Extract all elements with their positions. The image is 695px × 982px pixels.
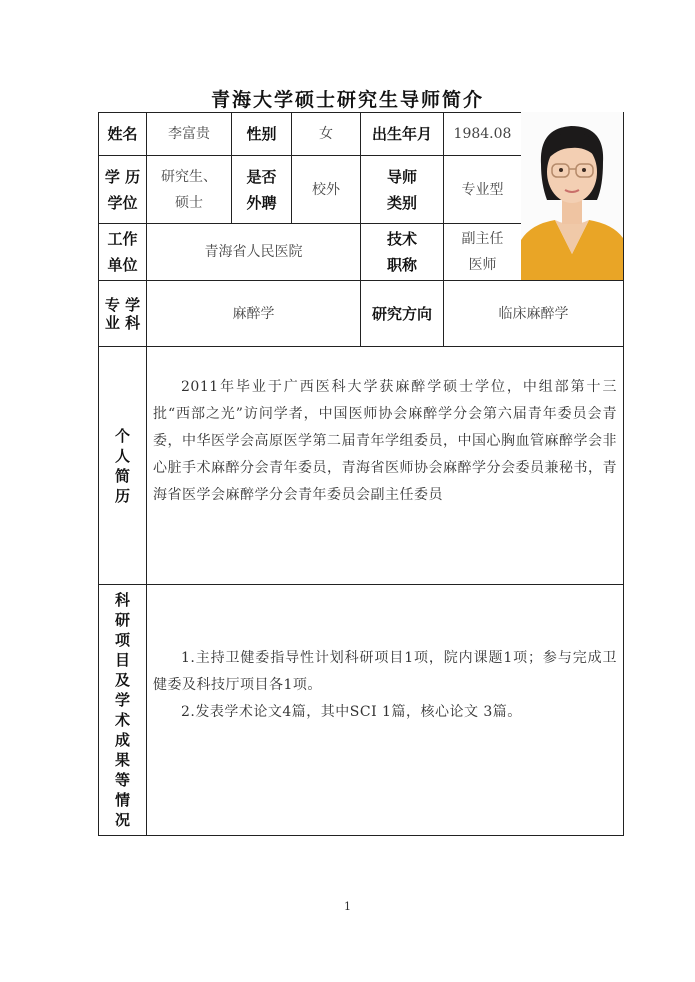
external-hire-value: 校外 bbox=[291, 155, 361, 224]
major-label-line1: 专 学 bbox=[104, 295, 141, 314]
education-value-line1: 研究生、 bbox=[161, 168, 217, 185]
portrait-photo bbox=[521, 112, 623, 280]
external-hire-label-line1: 是否 bbox=[246, 167, 277, 186]
education-label-line2: 学位 bbox=[107, 193, 138, 212]
research-label-char: 术 bbox=[114, 711, 130, 729]
portrait-illustration bbox=[521, 112, 623, 280]
research-label-char: 成 bbox=[114, 731, 130, 749]
education-label-line1: 学 历 bbox=[104, 167, 141, 186]
research-label-char: 及 bbox=[114, 671, 130, 689]
research-direction-value: 临床麻醉学 bbox=[443, 280, 624, 347]
research-direction-label: 研究方向 bbox=[360, 280, 444, 347]
research-text bbox=[153, 645, 617, 726]
major-label bbox=[98, 280, 147, 347]
work-unit-label-line2: 单位 bbox=[107, 256, 138, 274]
work-unit-label-line1: 工作 bbox=[107, 230, 138, 248]
research-label-char: 况 bbox=[114, 811, 130, 829]
resume-label bbox=[98, 346, 147, 585]
professional-title-value-line2: 医师 bbox=[468, 257, 497, 273]
supervisor-type-value: 专业型 bbox=[443, 155, 522, 224]
professional-title-value-line1: 副主任 bbox=[461, 231, 504, 247]
research-label-char: 等 bbox=[114, 771, 130, 789]
professional-title-value bbox=[443, 223, 522, 281]
resume-label-char: 简 bbox=[114, 466, 130, 485]
birth-label: 出生年月 bbox=[360, 112, 444, 156]
professional-title-label-line1: 技术 bbox=[386, 230, 417, 248]
research-label bbox=[98, 584, 147, 836]
education-value-line2: 硕士 bbox=[175, 194, 203, 211]
name-label: 姓名 bbox=[98, 112, 147, 156]
document-title: 青海大学硕士研究生导师简介 bbox=[210, 89, 484, 111]
research-label-char: 科 bbox=[114, 591, 130, 609]
research-label-char: 项 bbox=[114, 631, 130, 649]
birth-value: 1984.08 bbox=[443, 112, 522, 156]
research-item-2: 2.发表学术论文4篇，其中SCI 1篇，核心论文 3篇。 bbox=[181, 704, 522, 720]
resume-label-char: 个 bbox=[114, 426, 130, 445]
gender-label: 性别 bbox=[231, 112, 292, 156]
resume-label-char: 历 bbox=[114, 486, 130, 505]
supervisor-type-label-line2: 类别 bbox=[386, 193, 417, 212]
research-label-char: 果 bbox=[114, 751, 130, 769]
page-number: 1 bbox=[344, 900, 351, 913]
supervisor-type-label bbox=[360, 155, 444, 224]
resume-label-char: 人 bbox=[114, 446, 130, 465]
gender-value: 女 bbox=[291, 112, 361, 156]
professional-title-label-line2: 职称 bbox=[386, 256, 417, 274]
work-unit-value: 青海省人民医院 bbox=[146, 223, 361, 281]
education-label bbox=[98, 155, 147, 224]
research-item-1: 1.主持卫健委指导性计划科研项目1项，院内课题1项；参与完成卫健委及科技厅项目各1项。 bbox=[153, 650, 617, 693]
external-hire-label-line2: 外聘 bbox=[246, 193, 277, 212]
resume-text bbox=[153, 374, 617, 509]
research-label-char: 学 bbox=[114, 691, 130, 709]
major-label-line2: 业 科 bbox=[104, 313, 141, 332]
work-unit-label bbox=[98, 223, 147, 281]
professional-title-label bbox=[360, 223, 444, 281]
resume-paragraph: 2011年毕业于广西医科大学获麻醉学硕士学位，中组部第十三批“西部之光”访问学者，中国医师协会麻醉学分会第六届青年委员会青委，中华医学会高原医学第二届青年学组委员，中国心胸血管麻醉学会非心脏手术麻醉分会青年委员，青海省医师协会麻醉学分会委员兼秘书，青海省医学会麻醉学分会青年委员会副主任委员 bbox=[153, 379, 617, 503]
name-value: 李富贵 bbox=[146, 112, 232, 156]
research-label-char: 情 bbox=[114, 791, 130, 809]
external-hire-label bbox=[231, 155, 292, 224]
education-value bbox=[146, 155, 232, 224]
major-value: 麻醉学 bbox=[146, 280, 361, 347]
research-label-char: 目 bbox=[114, 651, 130, 669]
supervisor-type-label-line1: 导师 bbox=[386, 167, 417, 186]
research-label-char: 研 bbox=[114, 611, 130, 629]
